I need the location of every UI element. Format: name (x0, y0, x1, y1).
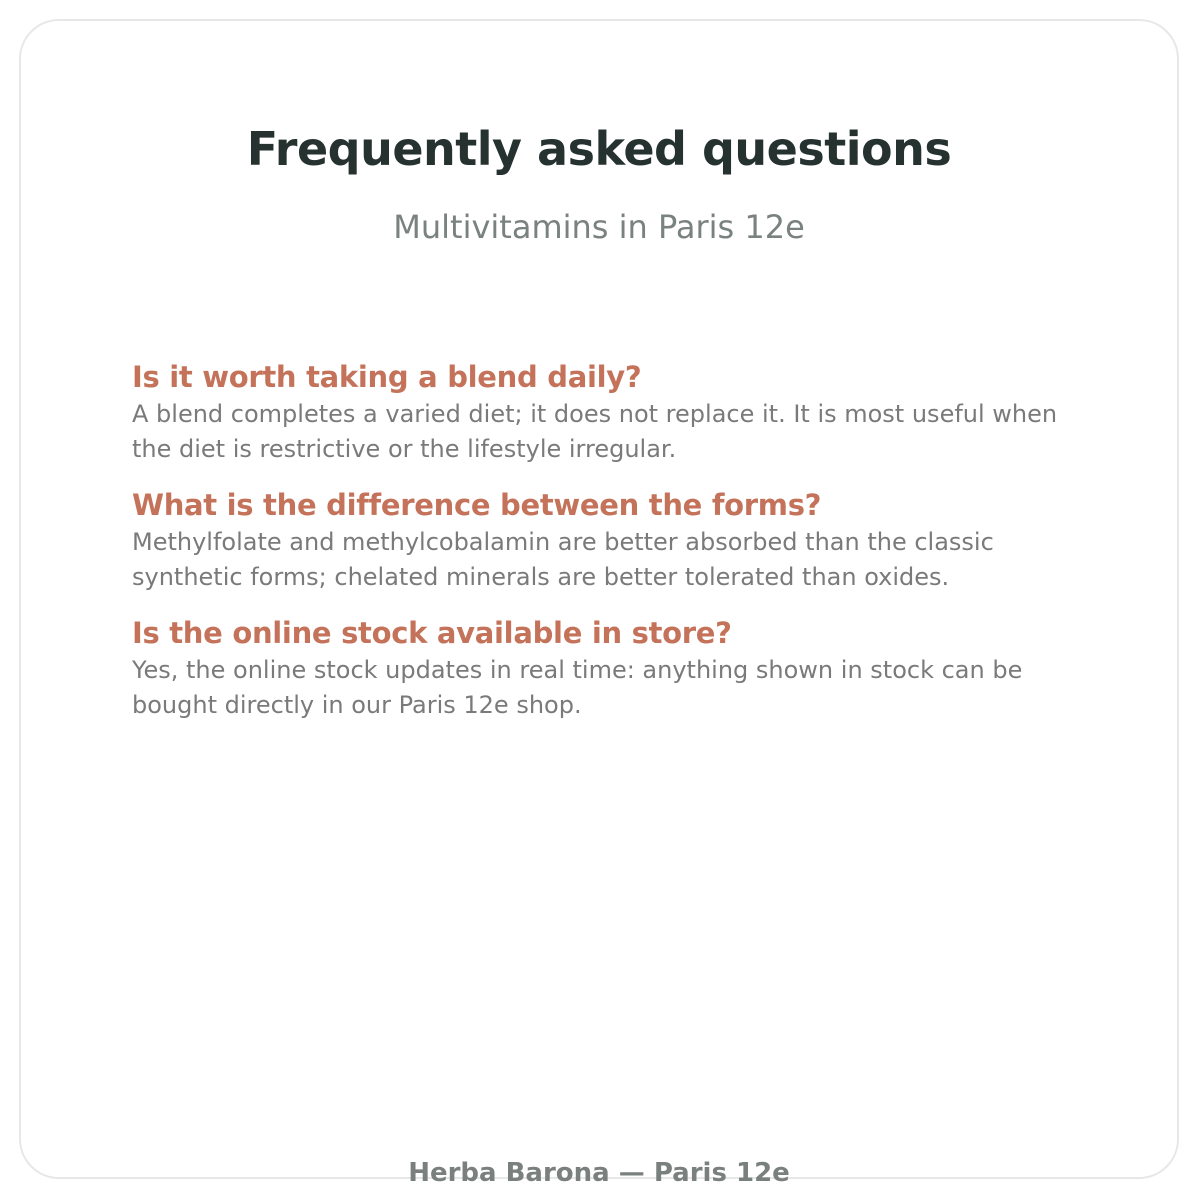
faq-question: Is the online stock available in store? (132, 616, 732, 650)
footer-brand: Herba Barona — Paris 12e (408, 1158, 790, 1188)
faq-question: What is the difference between the forms? (132, 488, 822, 522)
page-title: Frequently asked questions (246, 122, 952, 176)
faq-list (132, 357, 1092, 741)
faq-card (19, 19, 1179, 1188)
faq-answer: Methylfolate and methylcobalamin are better absorbed than the classic synthetic forms; chelated minerals are better tolerated than oxides. (132, 528, 994, 591)
faq-answer: Yes, the online stock updates in real time: anything shown in stock can be bought directly in our Paris 12e shop. (132, 656, 1023, 719)
faq-item (132, 485, 1092, 595)
faq-question: Is it worth taking a blend daily? (132, 360, 642, 394)
page-subtitle: Multivitamins in Paris 12e (393, 208, 805, 246)
faq-answer: A blend completes a varied diet; it does not replace it. It is most useful when the diet is restrictive or the lifestyle irregular. (132, 400, 1058, 463)
faq-item (132, 357, 1092, 467)
faq-item (132, 613, 1092, 723)
